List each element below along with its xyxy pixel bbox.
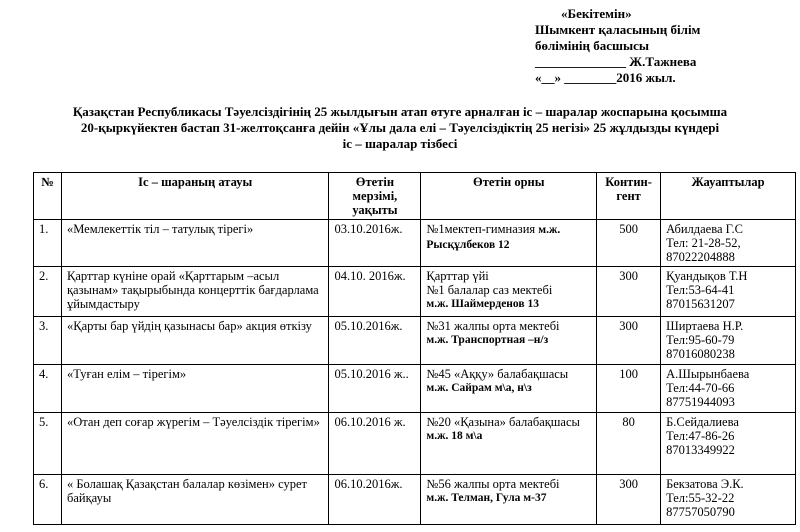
row-resp bbox=[661, 413, 796, 475]
row-place bbox=[421, 365, 597, 413]
resp-tel: Тел:53-64-41 bbox=[666, 283, 735, 297]
resp-mob: 87757050790 bbox=[666, 505, 735, 519]
resp-name: Б.Сейдалиева bbox=[666, 415, 739, 429]
header-count-l1: Контин- bbox=[605, 175, 652, 189]
header-date-l2: мерзімі, bbox=[352, 189, 398, 203]
approval-position: бөлімінің басшысы bbox=[535, 38, 650, 53]
row-resp bbox=[661, 267, 796, 317]
row-place bbox=[421, 317, 597, 365]
title-line-2: 20-қыркүйектен бастап 31-желтоқсанға дейін «Ұлы дала елі – Тәуелсіздіктің 25 негізі» 25 жұлдызды күндері bbox=[80, 120, 720, 135]
row-name: «Мемлекеттік тіл – татулық тірегі» bbox=[61, 220, 328, 267]
place-address: м.ж. Сайрам м\а, н\з bbox=[426, 382, 532, 394]
resp-tel: Тел:47-86-26 bbox=[666, 429, 735, 443]
table-row bbox=[34, 220, 796, 267]
header-date bbox=[329, 173, 421, 220]
row-name: «Отан деп соғар жүрегім – Тәуелсіздік тірегім» bbox=[61, 413, 328, 475]
approval-block bbox=[535, 6, 795, 86]
row-name: Қарттар күніне орай «Қарттарым –асыл қазынам» тақырыбында концерттік бағдарлама ұйымдастыру bbox=[61, 267, 328, 317]
place-text: №20 «Қазына» балабақшасы bbox=[426, 415, 580, 429]
resp-mob: 87013349922 bbox=[666, 443, 735, 457]
row-name: «Туған елім – тірегім» bbox=[61, 365, 328, 413]
resp-mob: 87016080238 bbox=[666, 347, 735, 361]
row-date: 05.10.2016 ж.. bbox=[329, 365, 421, 413]
table-row bbox=[34, 317, 796, 365]
place-text: №45 «Аққу» балабақшасы bbox=[426, 367, 569, 381]
place-text: Қарттар үйі bbox=[426, 269, 489, 283]
row-count: 100 bbox=[597, 365, 661, 413]
resp-mob: 87751944093 bbox=[666, 395, 735, 409]
row-num: 4. bbox=[34, 365, 62, 413]
resp-tel: Тел: 21-28-52, bbox=[666, 236, 741, 250]
resp-name: Қуандықов Т.Н bbox=[666, 269, 748, 283]
header-count bbox=[597, 173, 661, 220]
approval-org: Шымкент қаласының білім bbox=[535, 22, 701, 37]
row-count: 500 bbox=[597, 220, 661, 267]
row-place bbox=[421, 267, 597, 317]
header-resp: Жауаптылар bbox=[661, 173, 796, 220]
events-table bbox=[33, 172, 796, 525]
row-date: 06.10.2016ж. bbox=[329, 475, 421, 525]
title-line-1: Қазақстан Республикасы Тәуелсіздігінің 25 жылдығын атап өтуге арналған іс – шаралар жоспарына қосымша bbox=[72, 104, 728, 119]
header-name: Іс – шараның атауы bbox=[61, 173, 328, 220]
place-address: м.ж. Рысқұлбеков 12 bbox=[426, 224, 561, 251]
resp-tel: Тел:55-32-22 bbox=[666, 491, 735, 505]
row-num: 6. bbox=[34, 475, 62, 525]
header-date-l3: уақыты bbox=[352, 203, 398, 217]
row-place bbox=[421, 475, 597, 525]
resp-name: Абилдаева Г.С bbox=[666, 222, 743, 236]
row-date: 03.10.2016ж. bbox=[329, 220, 421, 267]
place-address: м.ж. Шаймерденов 13 bbox=[426, 298, 539, 310]
row-place bbox=[421, 413, 597, 475]
header-num: № bbox=[34, 173, 62, 220]
approval-date: «__» ________2016 жыл. bbox=[535, 70, 676, 85]
resp-tel: Тел:95-60-79 bbox=[666, 333, 735, 347]
place-address: м.ж. 18 м\а bbox=[426, 430, 483, 442]
table-header-row bbox=[34, 173, 796, 220]
resp-tel: Тел:44-70-66 bbox=[666, 381, 735, 395]
place-text: №56 жалпы орта мектебі bbox=[426, 477, 560, 491]
row-name: « Болашақ Қазақстан балалар көзімен» сурет байқауы bbox=[61, 475, 328, 525]
row-date: 04.10. 2016ж. bbox=[329, 267, 421, 317]
resp-name: Бекзатова Э.К. bbox=[666, 477, 744, 491]
place-text: №1мектеп-гимназия bbox=[426, 222, 536, 236]
table-row bbox=[34, 365, 796, 413]
place-address: м.ж. Телман, Гула м-37 bbox=[426, 492, 547, 504]
resp-name: Ширтаева Н.Р. bbox=[666, 319, 744, 333]
approval-heading: «Бекітемін» bbox=[561, 6, 632, 21]
row-count: 300 bbox=[597, 317, 661, 365]
header-count-l2: гент bbox=[616, 189, 641, 203]
row-num: 2. bbox=[34, 267, 62, 317]
header-place: Өтетін орны bbox=[421, 173, 597, 220]
row-name: «Қарты бар үйдің қазынасы бар» акция өткізу bbox=[61, 317, 328, 365]
row-count: 300 bbox=[597, 267, 661, 317]
place-text: №31 жалпы орта мектебі bbox=[426, 319, 560, 333]
row-date: 05.10.2016ж. bbox=[329, 317, 421, 365]
row-num: 1. bbox=[34, 220, 62, 267]
table-row bbox=[34, 475, 796, 525]
row-count: 80 bbox=[597, 413, 661, 475]
place-address: м.ж. Транспортная –н/з bbox=[426, 334, 549, 346]
title-line-3: іс – шаралар тізбесі bbox=[342, 136, 458, 151]
table-row bbox=[34, 413, 796, 475]
table-row bbox=[34, 267, 796, 317]
place-text-2: №1 балалар саз мектебі bbox=[426, 283, 553, 297]
row-num: 3. bbox=[34, 317, 62, 365]
row-resp bbox=[661, 317, 796, 365]
resp-mob: 87015631207 bbox=[666, 297, 735, 311]
resp-mob: 87022204888 bbox=[666, 250, 735, 264]
row-num: 5. bbox=[34, 413, 62, 475]
document-title bbox=[10, 104, 790, 152]
row-resp bbox=[661, 365, 796, 413]
row-resp bbox=[661, 220, 796, 267]
row-place bbox=[421, 220, 597, 267]
approval-signature: ______________ Ж.Тажнева bbox=[535, 54, 697, 69]
resp-name: А.Шырынбаева bbox=[666, 367, 750, 381]
header-date-l1: Өтетін bbox=[355, 175, 395, 189]
row-count: 300 bbox=[597, 475, 661, 525]
row-resp bbox=[661, 475, 796, 525]
row-date: 06.10.2016 ж. bbox=[329, 413, 421, 475]
